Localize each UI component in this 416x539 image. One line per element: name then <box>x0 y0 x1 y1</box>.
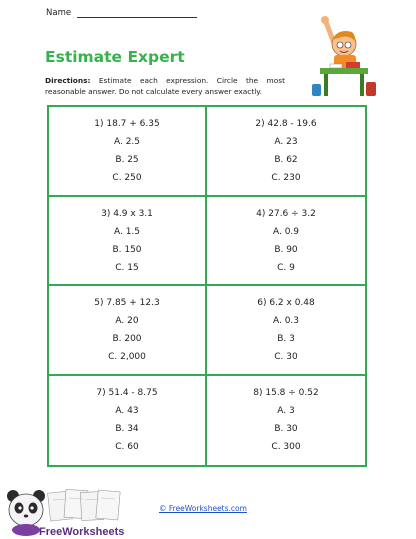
problem-expression: 8) 15.8 ÷ 0.52 <box>253 387 319 398</box>
answer-option[interactable]: C. 30 <box>274 352 298 362</box>
problem-expression: 5) 7.85 + 12.3 <box>94 298 160 308</box>
answer-option[interactable]: A. 23 <box>274 137 298 147</box>
answer-option[interactable]: B. 3 <box>277 334 295 344</box>
answer-option[interactable]: C. 2,000 <box>108 352 146 362</box>
worksheet-title: Estimate Expert <box>45 48 185 66</box>
freeworksheets-link[interactable]: © FreeWorksheets.com <box>159 504 247 513</box>
answer-option[interactable]: A. 43 <box>115 405 139 416</box>
problem-cell <box>207 107 365 197</box>
answer-option[interactable]: C. 15 <box>115 262 139 273</box>
answer-option[interactable]: C. 300 <box>271 441 301 452</box>
problem-expression: 1) 18.7 + 6.35 <box>94 119 160 129</box>
answer-option[interactable]: A. 3 <box>277 405 295 416</box>
problem-expression: 7) 51.4 - 8.75 <box>96 387 158 398</box>
answer-option[interactable]: C. 250 <box>112 173 142 183</box>
answer-option[interactable]: A. 2.5 <box>113 137 141 147</box>
problem-expression: 4) 27.6 ÷ 3.2 <box>256 208 316 219</box>
answer-option[interactable]: A. 1.5 <box>113 226 141 237</box>
problem-expression: 6) 6.2 x 0.48 <box>257 298 315 308</box>
answer-option[interactable]: B. 25 <box>115 155 139 165</box>
answer-option[interactable]: B. 150 <box>112 244 142 255</box>
answer-option[interactable]: C. 230 <box>271 173 301 183</box>
directions <box>45 75 285 97</box>
name-line[interactable] <box>77 8 197 18</box>
answer-option[interactable]: B. 62 <box>274 155 298 165</box>
directions-label: Directions: <box>45 76 91 85</box>
directions-text: Estimate each expression. Circle the most reasonable answer. Do not calculate every answer exactly. <box>45 76 285 96</box>
freeworksheets-logo <box>3 486 131 538</box>
problem-grid <box>47 105 367 467</box>
answer-option[interactable]: B. 90 <box>274 244 298 255</box>
name-field <box>46 8 197 18</box>
problem-cell <box>49 197 207 287</box>
logo-text: FreeWorksheets <box>39 526 125 538</box>
name-label: Name <box>46 8 72 18</box>
problem-expression: 2) 42.8 - 19.6 <box>255 119 317 129</box>
answer-option[interactable]: B. 200 <box>112 334 142 344</box>
problem-cell <box>207 286 365 376</box>
answer-option[interactable]: B. 34 <box>115 423 139 434</box>
problem-cell <box>49 107 207 197</box>
problem-cell <box>207 197 365 287</box>
answer-option[interactable]: A. 0.3 <box>272 316 300 326</box>
problem-cell <box>207 376 365 466</box>
problem-cell <box>49 376 207 466</box>
answer-option[interactable]: C. 9 <box>277 262 295 273</box>
problem-cell <box>49 286 207 376</box>
student-at-desk-illustration <box>308 12 378 104</box>
answer-option[interactable]: A. 20 <box>115 316 139 326</box>
problem-expression: 3) 4.9 x 3.1 <box>101 208 153 219</box>
answer-option[interactable]: A. 0.9 <box>272 226 300 237</box>
worksheet-stack-icon <box>48 489 121 521</box>
answer-option[interactable]: C. 60 <box>115 441 139 452</box>
answer-option[interactable]: B. 30 <box>274 423 298 434</box>
